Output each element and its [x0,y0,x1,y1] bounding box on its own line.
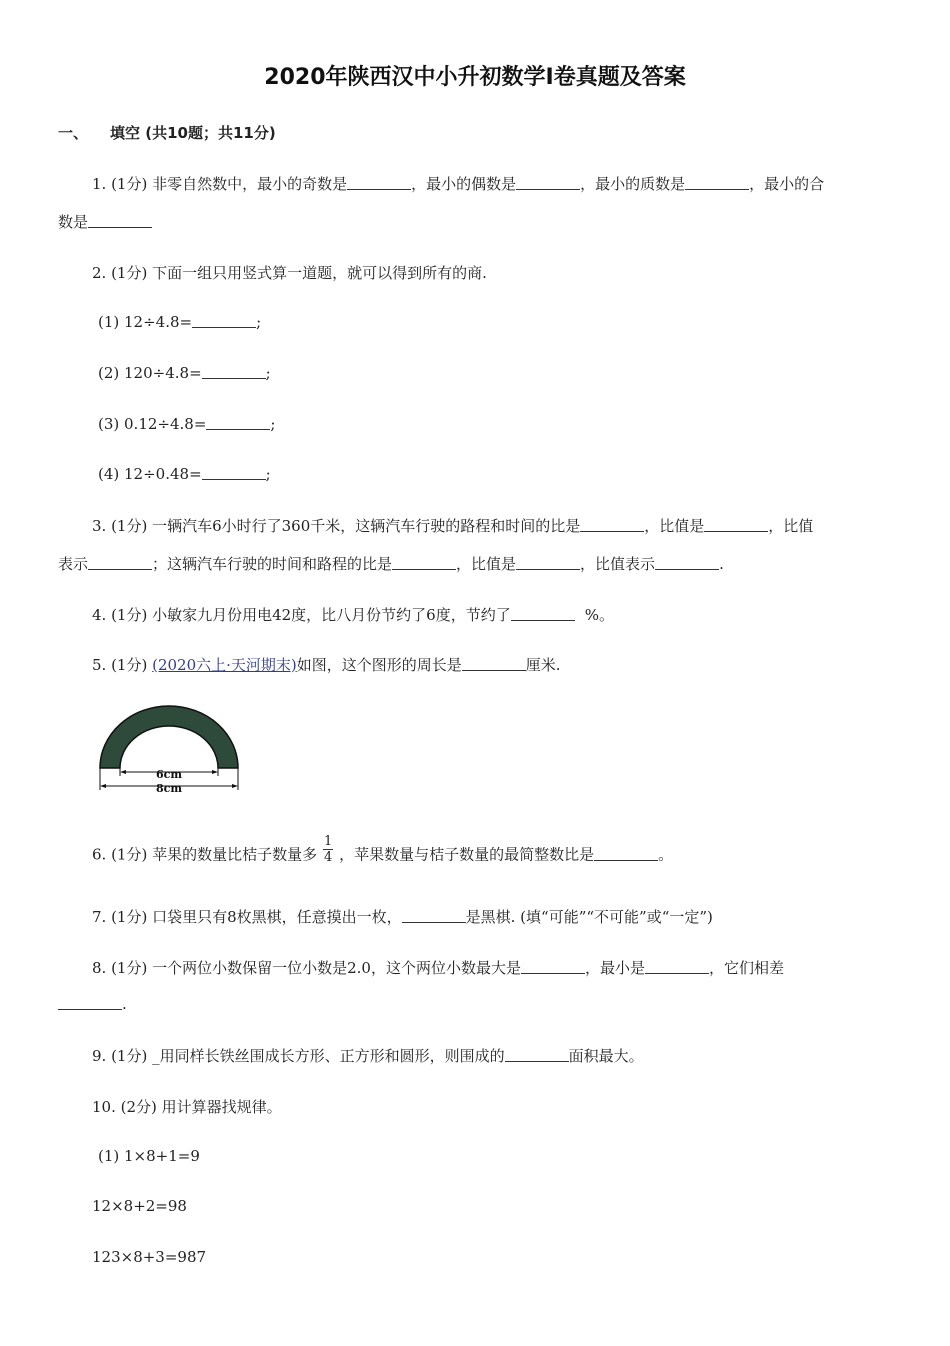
answer-blank[interactable] [462,656,526,671]
answer-blank[interactable] [402,908,466,923]
answer-blank[interactable] [88,213,152,228]
answer-blank[interactable] [521,959,585,974]
arrow-head [232,784,238,788]
question-1: 1. (1分) 非零自然数中，最小的奇数是 ，最小的偶数是 ，最小的质数是 ，最小的合 [92,175,825,193]
source-link[interactable]: (2020六上·天河期末) [152,656,297,674]
question-1-cont: 数是 [58,211,152,232]
answer-blank[interactable] [347,175,411,190]
question-2-item: (2) 120÷4.8= ; [98,364,271,382]
question-2-item: (4) 12÷0.48= ; [98,465,271,483]
question-4: 4. (1分) 小敏家九月份用电42度，比八月份节约了6度，节约了 %。 [92,606,614,624]
question-2: 2. (1分) 下面一组只用竖式算一道题，就可以得到所有的商. [92,264,487,282]
answer-blank[interactable] [580,517,644,532]
arrow-head [120,770,126,774]
section-header [58,122,276,143]
question-10: 10. (2分) 用计算器找规律。 [92,1098,282,1116]
pattern-line: 12×8+2=98 [92,1197,187,1215]
pattern-line: 123×8+3=987 [92,1248,207,1266]
answer-blank[interactable] [655,555,719,570]
answer-blank[interactable] [685,175,749,190]
inner-label: 6cm [156,768,182,781]
answer-blank[interactable] [88,555,152,570]
question-7: 7. (1分) 口袋里只有8枚黑棋，任意摸出一枚， 是黑棋. (填“可能”“不可能”或“一定”) [92,908,713,926]
question-8-cont: . [58,995,127,1013]
question-9: 9. (1分) _用同样长铁丝围成长方形、正方形和圆形，则围成的 面积最大。 [92,1047,644,1065]
fraction: $\frac{1}{4}$ [323,834,333,865]
section-label: 填空 (共10题；共11分) [110,124,276,142]
answer-blank[interactable] [704,517,768,532]
answer-blank[interactable] [516,555,580,570]
question-3: 3. (1分) 一辆汽车6小时行了360千米，这辆汽车行驶的路程和时间的比是 ，比值是 ，比值 [92,517,814,535]
answer-blank[interactable] [192,313,256,328]
answer-blank[interactable] [206,415,270,430]
answer-blank[interactable] [58,995,122,1010]
answer-blank[interactable] [516,175,580,190]
answer-blank[interactable] [645,959,709,974]
answer-blank[interactable] [202,465,266,480]
answer-blank[interactable] [392,555,456,570]
answer-blank[interactable] [202,364,266,379]
section-number: 一、 [58,124,89,142]
semi-ring-shape [100,706,238,768]
question-3-cont: 表示 ；这辆汽车行驶的时间和路程的比是 ，比值是 ，比值表示 . [58,555,724,573]
arrow-head [212,770,218,774]
answer-blank[interactable] [594,846,658,861]
semi-ring-figure [94,700,244,800]
question-2-item: (3) 0.12÷4.8= ; [98,415,276,433]
arrow-head [100,784,106,788]
answer-blank[interactable] [511,606,575,621]
question-6: 6. (1分) 苹果的数量比桔子数量多 $\frac{1}{4}$ ，苹果数量与桔子数量的最简整数比是 。 [92,834,674,865]
answer-blank[interactable] [505,1047,569,1062]
page-title: 2020年陕西汉中小升初数学Ⅰ卷真题及答案 [264,65,686,90]
question-8: 8. (1分) 一个两位小数保留一位小数是2.0，这个两位小数最大是 ，最小是 ，它们相差 [92,959,784,977]
question-5: 5. (1分) (2020六上·天河期末)如图，这个图形的周长是 厘米. [92,656,561,674]
question-2-item: (1) 12÷4.8= ; [98,313,262,331]
pattern-line: (1) 1×8+1=9 [98,1147,200,1165]
outer-label: 8cm [156,782,182,795]
